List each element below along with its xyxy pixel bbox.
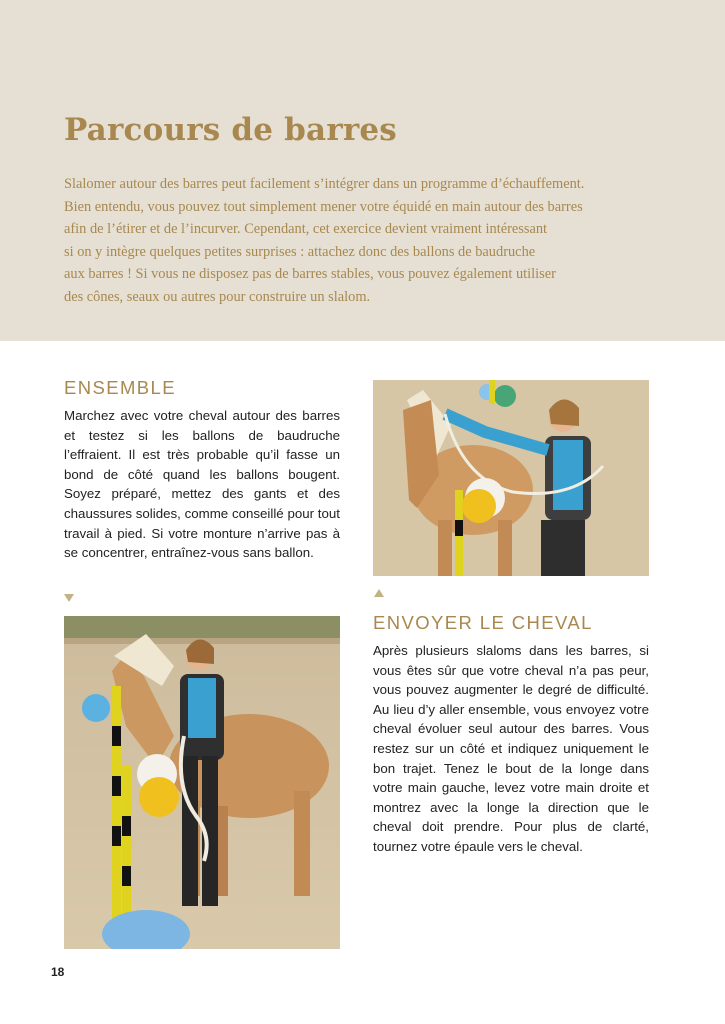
- photo-horse-with-handler: [64, 616, 340, 949]
- photo-sending-horse: [373, 380, 649, 576]
- section-heading-ensemble: ENSEMBLE: [64, 377, 176, 398]
- intro-line: afin de l’étirer et de l’incurver. Cependant, cet exercice devient vraiment intéressant: [64, 221, 548, 238]
- triangle-down-marker-icon: [64, 594, 74, 602]
- page-title: Parcours de barres: [64, 112, 397, 148]
- intro-line: des cônes, seaux ou autres pour construire un slalom.: [64, 288, 371, 305]
- page-number: 18: [51, 965, 65, 979]
- intro-paragraph: [64, 173, 644, 309]
- triangle-up-marker-icon: [374, 589, 384, 597]
- section-text-envoyer: Après plusieurs slaloms dans les barres, si vous êtes sûr que votre cheval n’a pas peur, vous pouvez augmenter le degré de difficulté. Au lieu d’y aller ensemble, vous envoyez votre cheval évoluer seul autour des barres. Vous restez sur un côté et indiquez uniquement le bon trajet. Tenez le bout de la longe dans votre main gauche, levez votre main droite et montrez avec la longe la direction que le cheval doit prendre. Pour plus de clarté, tournez votre épaule vers le cheval.: [373, 643, 649, 854]
- section-text-ensemble: Marchez avec votre cheval autour des barres et testez si les ballons de baudruche l’effraient. Il est très probable qu’il fasse un bond de côté quand les ballons bougent. Soyez préparé, mettez des gants et des chaussures solides, comme conseillé pour tout travail à pied. Si votre monture n’arrive pas à se concentrer, entraînez-vous sans ballon.: [64, 408, 340, 561]
- section-heading-envoyer: ENVOYER LE CHEVAL: [373, 612, 593, 633]
- intro-line: Slalomer autour des barres peut facilement s’intégrer dans un programme d’échauffement.: [64, 176, 585, 192]
- intro-line: Bien entendu, vous pouvez tout simplement mener votre équidé en main autour des barres: [64, 198, 583, 215]
- intro-line: si on y intègre quelques petites surprises : attachez donc des ballons de baudruche: [64, 243, 536, 260]
- intro-line: aux barres ! Si vous ne disposez pas de barres stables, vous pouvez également utiliser: [64, 266, 556, 283]
